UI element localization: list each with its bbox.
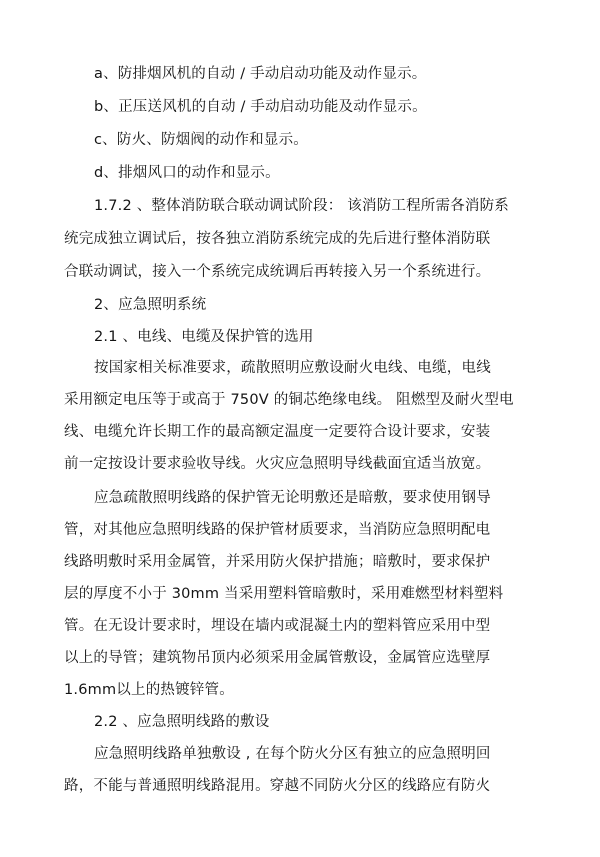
text-line: 管。在无设计要求时，埋设在墙内或混凝土内的塑料管应采用中型 (64, 618, 491, 634)
text-line: 线路明敷时采用金属管，并采用防火保护措施；暗敷时，要求保护 (64, 554, 491, 570)
subsection-heading: 2.1 、电线、电缆及保护管的选用 (94, 329, 314, 345)
text-line: 前一定按设计要求验收导线。火灾应急照明导线截面宜适当放宽。 (64, 456, 491, 472)
text-line: 以上的导管；建筑物吊顶内必须采用金属管敷设，金属管应选壁厚 (64, 650, 491, 666)
text-line: 按国家相关标准要求，疏散照明应敷设耐火电线、电缆，电线 (94, 360, 491, 376)
text-line: 层的厚度不小于 30mm 当采用塑料管暗敷时，采用难燃型材料塑料 (64, 586, 504, 602)
section-heading: 2、应急照明系统 (94, 297, 207, 313)
text-line: a、防排烟风机的自动 / 手动启动功能及动作显示。 (94, 66, 427, 82)
text-line: 统完成独立调试后，按各独立消防系统完成的先后进行整体消防联 (64, 231, 491, 247)
text-line: 应急照明线路单独敷设 , 在每个防火分区有独立的应急照明回 (94, 746, 491, 762)
text-line: 线、电缆允许长期工作的最高额定温度一定要符合设计要求，安装 (64, 424, 491, 440)
text-line: c、防火、防烟阀的动作和显示。 (94, 132, 308, 148)
text-line: 管，对其他应急照明线路的保护管材质要求，当消防应急照明配电 (64, 522, 491, 538)
subsection-heading: 2.2 、应急照明线路的敷设 (94, 714, 270, 730)
text-line: b、正压送风机的自动 / 手动启动功能及动作显示。 (94, 99, 427, 115)
text-line: 采用额定电压等于或高于 750V 的铜芯绝缘电线。 阻燃型及耐火型电 (64, 392, 514, 408)
text-line: 1.7.2 、整体消防联合联动调试阶段： 该消防工程所需各消防系 (94, 198, 510, 214)
text-line: 合联动调试，接入一个系统完成统调后再转接入另一个系统进行。 (64, 264, 491, 280)
text-line: 应急疏散照明线路的保护管无论明敷还是暗敷，要求使用钢导 (94, 490, 491, 506)
text-line: 路，不能与普通照明线路混用。穿越不同防火分区的线路应有防火 (64, 778, 491, 794)
text-line: 1.6mm以上的热镀锌管。 (64, 682, 234, 698)
text-line: d、排烟风口的动作和显示。 (94, 165, 280, 181)
